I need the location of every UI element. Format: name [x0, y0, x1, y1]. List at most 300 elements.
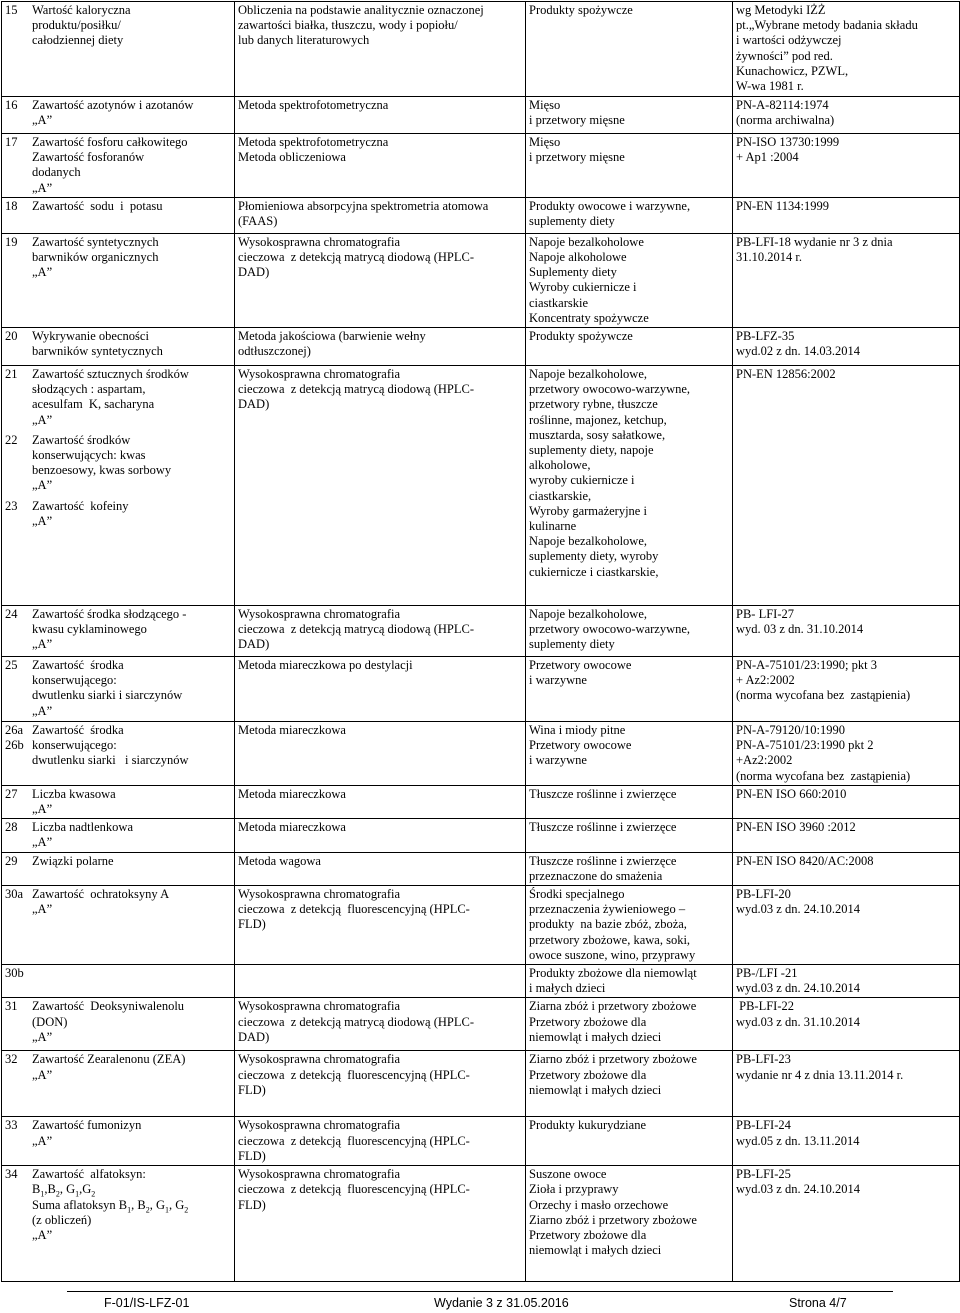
text-line: konserwującego:	[32, 738, 117, 753]
table-row	[2, 785, 960, 818]
standard-cell	[733, 852, 960, 885]
text-line: przetwory owocowo-warzywne,	[529, 622, 691, 637]
text-line: Koncentraty spożywcze	[529, 310, 649, 325]
text-line: wyd. 03 z dn. 31.10.2014	[736, 622, 864, 637]
test-item	[5, 820, 231, 850]
test-name-cell	[2, 965, 235, 998]
text-line: Zawartość fumonizyn	[32, 1118, 142, 1133]
standard-cell	[733, 606, 960, 657]
text-line: (norma wycofana bez zastąpienia)	[736, 688, 911, 703]
item-number: 34	[5, 1167, 18, 1182]
test-name-cell	[2, 785, 235, 818]
test-item	[5, 235, 231, 281]
text-line: Napoje bezalkoholowe,	[529, 534, 648, 549]
table-row	[2, 197, 960, 233]
text-line: (DON)	[32, 1014, 68, 1029]
text-line: Ziarna zbóż i przetwory zbożowe	[529, 999, 697, 1014]
test-name-cell	[2, 606, 235, 657]
text-line: produktu/posiłku/	[32, 18, 121, 33]
text-line: (norma wycofana bez zastąpienia)	[736, 768, 911, 783]
table-row	[2, 998, 960, 1051]
text-line: PB-LFZ-35	[736, 329, 795, 344]
text-line: Zawartość środka	[32, 723, 124, 738]
item-number: 16	[5, 98, 18, 112]
table-row	[2, 819, 960, 852]
table-row	[2, 366, 960, 606]
footer-edition: Wydanie 3 z 31.05.2016	[434, 1296, 569, 1310]
text-line: Zawartość środków	[32, 432, 131, 447]
text-line: i warzywne	[529, 673, 587, 688]
text-line: roślinne, majonez, ketchup,	[529, 412, 667, 427]
method-cell	[235, 1166, 526, 1282]
text-line: cukiernicze i ciastkarskie,	[529, 564, 659, 579]
product-cell	[526, 97, 733, 134]
table-row	[2, 1166, 960, 1282]
table-row	[2, 722, 960, 786]
text-line: i przetwory mięsne	[529, 150, 625, 165]
text-line: Ziarno zbóż i przetwory zbożowe	[529, 1212, 697, 1227]
text-line: wydanie nr 4 z dnia 13.11.2014 r.	[736, 1067, 904, 1082]
text-line: Związki polarne	[32, 853, 114, 868]
product-cell	[526, 2, 733, 97]
text-line: PB-LFI-18 wydanie nr 3 z dnia	[736, 234, 893, 249]
table-row	[2, 657, 960, 722]
footer-divider	[67, 1291, 893, 1292]
text-line: PN-A-82114:1974	[736, 98, 829, 112]
test-name	[32, 135, 231, 196]
text-line: Napoje bezalkoholowe,	[529, 367, 648, 382]
test-name	[32, 1167, 231, 1243]
text-line: „A”	[32, 835, 53, 850]
text-line: + Az2:2002	[736, 673, 795, 688]
text-line: (z obliczeń)	[32, 1212, 92, 1227]
text-line: „A”	[32, 802, 53, 817]
text-line: PB-LFI-23	[736, 1052, 791, 1067]
method-cell	[235, 97, 526, 134]
test-name	[32, 787, 231, 817]
text-line: cieczowa z detekcją matrycą diodową (HPLC-	[238, 250, 475, 265]
text-line: Płomieniowa absorpcyjna spektrometria atomowa	[238, 198, 489, 213]
item-number: 23	[5, 498, 18, 513]
test-item	[5, 854, 231, 869]
test-name	[32, 433, 231, 494]
text-line: „A”	[32, 902, 53, 917]
text-line: barwników organicznych	[32, 250, 159, 265]
text-line: suplementy diety	[529, 214, 615, 229]
item-number: 26a 26b	[5, 723, 24, 753]
test-item	[5, 1167, 231, 1243]
text-line: Suplementy diety	[529, 265, 617, 280]
text-line: Orzechy i masło orzechowe	[529, 1197, 669, 1212]
text-line: żywności” pod red.	[736, 48, 833, 63]
text-line: cieczowa z detekcją matrycą diodową (HPLC-	[238, 622, 475, 637]
item-number: 25	[5, 658, 18, 673]
table-row	[2, 328, 960, 366]
item-number: 32	[5, 1052, 18, 1067]
text-line: Zawartość środka	[32, 658, 124, 673]
table-row	[2, 606, 960, 657]
text-line: Wykrywanie obecności	[32, 329, 149, 344]
text-line: DAD)	[238, 637, 270, 652]
test-name	[32, 199, 231, 214]
text-line: Suma aflatoksyn $B_1$, $B_2$, $G_1$, $G_2$	[32, 1197, 189, 1214]
test-item	[5, 887, 231, 917]
test-item	[5, 135, 231, 196]
text-line: DAD)	[238, 397, 270, 412]
test-name	[32, 3, 231, 49]
standard-cell	[733, 1166, 960, 1282]
standard-cell	[733, 366, 960, 606]
standard-cell	[733, 97, 960, 134]
test-name	[32, 367, 231, 428]
text-line: Suszone owoce	[529, 1167, 607, 1182]
footer-page-number: Strona 4/7	[789, 1296, 847, 1310]
text-line: Napoje bezalkoholowe	[529, 234, 644, 249]
table-row	[2, 852, 960, 885]
text-line: PN-EN ISO 660:2010	[736, 786, 847, 801]
standard-cell	[733, 998, 960, 1051]
text-line: zawartości białka, tłuszczu, wody i popiołu/	[238, 18, 458, 33]
text-line: Mięso	[529, 98, 561, 112]
test-name	[32, 98, 231, 128]
test-name	[32, 887, 231, 917]
text-line: kwasu cyklaminowego	[32, 622, 147, 637]
text-line: dodanych	[32, 165, 81, 180]
product-cell	[526, 722, 733, 786]
text-line: W-wa 1981 r.	[736, 79, 804, 94]
table-row	[2, 1117, 960, 1166]
text-line: wyd.03 z dn. 24.10.2014	[736, 981, 860, 996]
text-line: suplementy diety	[529, 637, 615, 652]
item-number: 18	[5, 198, 18, 213]
method-cell	[235, 852, 526, 885]
text-line: „A”	[32, 637, 53, 652]
text-line: „A”	[32, 1227, 53, 1242]
test-item	[5, 3, 231, 49]
text-line: wyd.05 z dn. 13.11.2014	[736, 1133, 860, 1148]
item-number: 15	[5, 3, 18, 17]
table-row	[2, 1051, 960, 1117]
text-line: Zawartość Zearalenonu (ZEA)	[32, 1052, 186, 1067]
item-number: 21	[5, 367, 18, 382]
text-line: cieczowa z detekcją fluorescencyjną (HPLC-	[238, 1067, 470, 1082]
text-line: słodzących : aspartam,	[32, 382, 146, 397]
item-number: 27	[5, 786, 18, 801]
text-line: ciastkarskie,	[529, 488, 592, 503]
text-line: Wysokosprawna chromatografia	[238, 1167, 401, 1182]
text-line: acesulfam K, sacharyna	[32, 397, 155, 412]
text-line: „A”	[32, 513, 53, 528]
product-cell	[526, 965, 733, 998]
text-line: pt.„Wybrane metody badania składu	[736, 18, 918, 33]
text-line: Zawartość Deoksyniwalenolu	[32, 999, 185, 1014]
product-cell	[526, 998, 733, 1051]
text-line: produkty na bazie zbóż, zboża,	[529, 917, 687, 932]
test-name	[32, 1118, 231, 1148]
text-line: barwników syntetycznych	[32, 344, 163, 359]
product-cell	[526, 1051, 733, 1117]
text-line: cieczowa z detekcją fluorescencyjną (HPLC-	[238, 1133, 470, 1148]
product-cell	[526, 233, 733, 327]
text-line: dwutlenku siarki i siarczynów	[32, 753, 189, 768]
test-name-cell	[2, 852, 235, 885]
text-line: Wyroby cukiernicze i	[529, 280, 637, 295]
text-line: cieczowa z detekcją matrycą diodową (HPLC-	[238, 382, 475, 397]
text-line: wyd.03 z dn. 24.10.2014	[736, 1182, 860, 1197]
test-item	[5, 1052, 231, 1082]
text-line: cieczowa z detekcją fluorescencyjną (HPLC-	[238, 902, 470, 917]
text-line: Przetwory zbożowe dla	[529, 1227, 647, 1242]
test-name	[32, 499, 231, 529]
table-row	[2, 965, 960, 998]
text-line: Wyroby garmażeryjne i	[529, 503, 647, 518]
text-line: Zawartość kofeiny	[32, 498, 129, 513]
test-item	[5, 607, 231, 653]
text-line: Ziarno zbóż i przetwory zbożowe	[529, 1052, 697, 1067]
test-name	[32, 329, 231, 359]
text-line: Wysokosprawna chromatografia	[238, 887, 401, 902]
item-number: 30a	[5, 887, 24, 902]
item-number: 17	[5, 135, 18, 149]
test-name-cell	[2, 197, 235, 233]
text-line: i małych dzieci	[529, 981, 606, 996]
text-line: Zawartość sodu i potasu	[32, 198, 163, 213]
method-cell	[235, 328, 526, 366]
text-line: Metoda obliczeniowa	[238, 150, 346, 165]
text-line: wyd.03 z dn. 31.10.2014	[736, 1014, 860, 1029]
text-line: całodziennej diety	[32, 33, 124, 48]
product-cell	[526, 886, 733, 965]
product-cell	[526, 197, 733, 233]
text-line: kulinarne	[529, 519, 577, 534]
method-cell	[235, 722, 526, 786]
text-line: Wartość kaloryczna	[32, 3, 131, 17]
footer-doc-code: F-01/IS-LFZ-01	[104, 1296, 190, 1310]
test-name	[32, 235, 231, 281]
text-line: Zioła i przyprawy	[529, 1182, 619, 1197]
text-line: Zawartość fosforu całkowitego	[32, 135, 188, 149]
test-name	[32, 999, 231, 1045]
product-cell	[526, 852, 733, 885]
standard-cell	[733, 328, 960, 366]
method-cell	[235, 886, 526, 965]
text-line: Produkty zbożowe dla niemowląt	[529, 966, 697, 981]
method-cell	[235, 1117, 526, 1166]
product-cell	[526, 134, 733, 198]
test-name-cell	[2, 366, 235, 606]
text-line: benzoesowy, kwas sorbowy	[32, 463, 172, 478]
text-line: Wysokosprawna chromatografia	[238, 999, 401, 1014]
standard-cell	[733, 2, 960, 97]
text-line: Tłuszcze roślinne i zwierzęce	[529, 853, 677, 868]
test-item	[5, 723, 231, 769]
text-line: i warzywne	[529, 753, 587, 768]
method-cell	[235, 965, 526, 998]
text-line: suplementy diety, napoje	[529, 443, 654, 458]
text-line: DAD)	[238, 1029, 270, 1044]
text-line: „A”	[32, 180, 53, 195]
text-line: Metoda wagowa	[238, 853, 321, 868]
text-line: odtłuszczonej)	[238, 344, 311, 359]
text-line: „A”	[32, 1133, 53, 1148]
text-line: owoce suszone, wino, przyprawy	[529, 947, 696, 962]
test-name	[32, 854, 231, 869]
test-item	[5, 999, 231, 1045]
text-line: suplementy diety, wyroby	[529, 549, 659, 564]
method-cell	[235, 2, 526, 97]
text-line: niemowląt i małych dzieci	[529, 1082, 662, 1097]
method-cell	[235, 233, 526, 327]
test-item	[5, 433, 231, 494]
text-line: PB-LFI-20	[736, 887, 791, 902]
text-line: Zawartość środka słodzącego -	[32, 607, 187, 622]
text-line: FLD)	[238, 1148, 266, 1163]
method-cell	[235, 785, 526, 818]
standard-cell	[733, 657, 960, 722]
text-line: FLD)	[238, 917, 266, 932]
text-line: Przetwory zbożowe dla	[529, 1014, 647, 1029]
text-line: „A”	[32, 265, 53, 280]
text-line: „A”	[32, 412, 53, 427]
item-number: 24	[5, 607, 18, 622]
method-cell	[235, 1051, 526, 1117]
text-line: Metoda spektrofotometryczna	[238, 98, 389, 112]
text-line: Metoda miareczkowa	[238, 786, 346, 801]
table-row	[2, 97, 960, 134]
text-line: Kunachowicz, PZWL,	[736, 63, 849, 78]
text-line: Metoda miareczkowa	[238, 820, 346, 835]
test-name	[32, 1052, 231, 1082]
text-line: Wina i miody pitne	[529, 723, 626, 738]
text-line: Napoje alkoholowe	[529, 250, 627, 265]
text-line: „A”	[32, 478, 53, 493]
text-line: Zawartość sztucznych środków	[32, 367, 189, 382]
method-cell	[235, 819, 526, 852]
standard-cell	[733, 819, 960, 852]
test-name-cell	[2, 328, 235, 366]
text-line: (norma archiwalna)	[736, 113, 835, 128]
text-line: Przetwory zbożowe dla	[529, 1067, 647, 1082]
text-line: Zawartość fosforanów	[32, 150, 145, 165]
test-item	[5, 658, 231, 719]
text-line: Tłuszcze roślinne i zwierzęce	[529, 786, 677, 801]
text-line: Produkty spożywcze	[529, 3, 633, 17]
text-line: Tłuszcze roślinne i zwierzęce	[529, 820, 677, 835]
text-line: niemowląt i małych dzieci	[529, 1029, 662, 1044]
item-number: 20	[5, 329, 18, 344]
text-line: przetwory zbożowe, kawa, soki,	[529, 932, 691, 947]
text-line: „A”	[32, 1067, 53, 1082]
text-line: PN-A-79120/10:1990	[736, 723, 846, 738]
test-item	[5, 787, 231, 817]
text-line: Wysokosprawna chromatografia	[238, 367, 401, 382]
text-line: cieczowa z detekcją fluorescencyjną (HPLC-	[238, 1182, 470, 1197]
text-line: Przetwory owocowe	[529, 658, 632, 673]
text-line: Metoda spektrofotometryczna	[238, 135, 389, 149]
standard-cell	[733, 886, 960, 965]
text-line: + Ap1 :2004	[736, 150, 799, 165]
table-row	[2, 886, 960, 965]
method-cell	[235, 366, 526, 606]
text-line: PN-ISO 13730:1999	[736, 135, 840, 149]
text-line: Metoda miareczkowa po destylacji	[238, 658, 413, 673]
text-line: Produkty kukurydziane	[529, 1118, 646, 1133]
text-line: musztarda, sosy sałatkowe,	[529, 427, 666, 442]
test-item	[5, 1118, 231, 1148]
text-line: wg Metodyki IŻŻ	[736, 3, 826, 17]
text-line: przetwory owocowo-warzywne,	[529, 382, 691, 397]
text-line: PN-EN ISO 8420/AC:2008	[736, 853, 874, 868]
test-name-cell	[2, 886, 235, 965]
text-line: „A”	[32, 1029, 53, 1044]
text-line: Mięso	[529, 135, 561, 149]
text-line: PB- LFI-27	[736, 607, 794, 622]
text-line: PB-LFI-25	[736, 1167, 791, 1182]
standard-cell	[733, 134, 960, 198]
method-cell	[235, 998, 526, 1051]
text-line: przetwory rybne, tłuszcze	[529, 397, 658, 412]
test-item	[5, 367, 231, 428]
text-line: Liczba nadtlenkowa	[32, 820, 133, 835]
item-number: 29	[5, 853, 18, 868]
text-line: konserwującego:	[32, 673, 117, 688]
test-item	[5, 98, 231, 128]
standard-cell	[733, 233, 960, 327]
text-line: Zawartość alfatoksyn:	[32, 1167, 146, 1182]
product-cell	[526, 657, 733, 722]
text-line: przeznaczone do smażenia	[529, 868, 663, 883]
method-cell	[235, 134, 526, 198]
text-line: przeznaczenia żywieniowego –	[529, 902, 686, 917]
text-line: (FAAS)	[238, 214, 278, 229]
test-name-cell	[2, 2, 235, 97]
item-number: 22	[5, 432, 18, 447]
text-line: Liczba kwasowa	[32, 786, 116, 801]
text-line: Zawartość azotynów i azotanów	[32, 98, 194, 112]
text-line: Wysokosprawna chromatografia	[238, 1118, 401, 1133]
text-line: Wysokosprawna chromatografia	[238, 607, 401, 622]
text-line: 31.10.2014 r.	[736, 250, 802, 265]
test-name	[32, 820, 231, 850]
text-line: lub danych literaturowych	[238, 33, 370, 48]
text-line: niemowląt i małych dzieci	[529, 1243, 662, 1258]
text-line: Zawartość ochratoksyny A	[32, 887, 170, 902]
test-name-cell	[2, 722, 235, 786]
method-cell	[235, 606, 526, 657]
product-cell	[526, 1166, 733, 1282]
table-row	[2, 2, 960, 97]
text-line: PN-EN 12856:2002	[736, 367, 836, 382]
table-row	[2, 134, 960, 198]
test-name-cell	[2, 819, 235, 852]
text-line: Produkty owocowe i warzywne,	[529, 198, 691, 213]
test-name-cell	[2, 1166, 235, 1282]
text-line: +Az2:2002	[736, 753, 793, 768]
standard-cell	[733, 1117, 960, 1166]
text-line: Wysokosprawna chromatografia	[238, 234, 401, 249]
test-name	[32, 723, 231, 769]
text-line: FLD)	[238, 1082, 266, 1097]
text-line: PN-A-75101/23:1990; pkt 3	[736, 658, 877, 673]
text-line: wyd.03 z dn. 24.10.2014	[736, 902, 860, 917]
product-cell	[526, 366, 733, 606]
product-cell	[526, 328, 733, 366]
product-cell	[526, 819, 733, 852]
text-line: Napoje bezalkoholowe,	[529, 607, 648, 622]
tests-table	[1, 1, 960, 1282]
table-row	[2, 233, 960, 327]
method-cell	[235, 657, 526, 722]
